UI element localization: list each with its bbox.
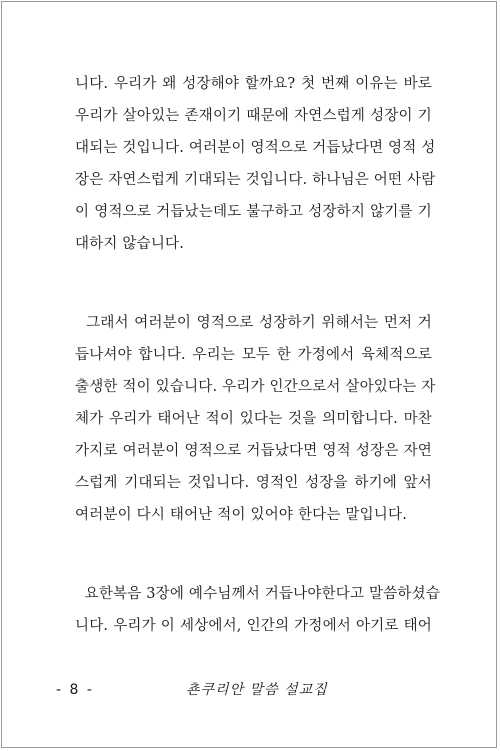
book-title: 쵼쿠리안 말씀 설교집 xyxy=(186,682,328,698)
text-line: 스럽게 기대되는 것입니다. 영적인 성장을 하기에 앞서 xyxy=(75,475,432,491)
text-line: 대하지 않습니다. xyxy=(75,236,185,252)
paragraph-2 xyxy=(75,307,436,531)
text-line: 이 영적으로 거듭났는데도 불구하고 성장하지 않기를 기 xyxy=(75,204,432,220)
text-line: 체가 우리가 태어난 적이 있다는 것을 의미합니다. 마찬 xyxy=(75,411,432,427)
text-line: 듭나셔야 합니다. 우리는 모두 한 가정에서 육체적으로 xyxy=(75,347,432,363)
text-line: 여러분이 다시 태어난 적이 있어야 한다는 말입니다. xyxy=(75,507,408,523)
text-line: 우리가 살아있는 존재이기 때문에 자연스럽게 성장이 기 xyxy=(75,108,432,124)
text-line: 니다. 우리가 왜 성장해야 할까요? 첫 번째 이유는 바로 xyxy=(75,76,432,92)
text-line: 출생한 적이 있습니다. 우리가 인간으로서 살아있다는 자 xyxy=(75,379,436,395)
paragraph-1 xyxy=(75,68,436,260)
text-line: 대되는 것입니다. 여러분이 영적으로 거듭났다면 영적 성 xyxy=(75,140,436,156)
text-line: 가지로 여러분이 영적으로 거듭났다면 영적 성장은 자연 xyxy=(75,443,432,459)
text-line: 니다. 우리가 이 세상에서, 인간의 가정에서 아기로 태어 xyxy=(75,618,432,634)
text-line: 장은 자연스럽게 기대되는 것입니다. 하나님은 어떤 사람 xyxy=(75,172,436,188)
page-number: - 8 - xyxy=(56,682,94,698)
text-line: 요한복음 3장에 예수님께서 거듭나야한다고 말씀하셨습 xyxy=(75,586,441,602)
paragraph-3 xyxy=(75,578,441,642)
text-line: 그래서 여러분이 영적으로 성장하기 위해서는 먼저 거 xyxy=(75,315,432,331)
